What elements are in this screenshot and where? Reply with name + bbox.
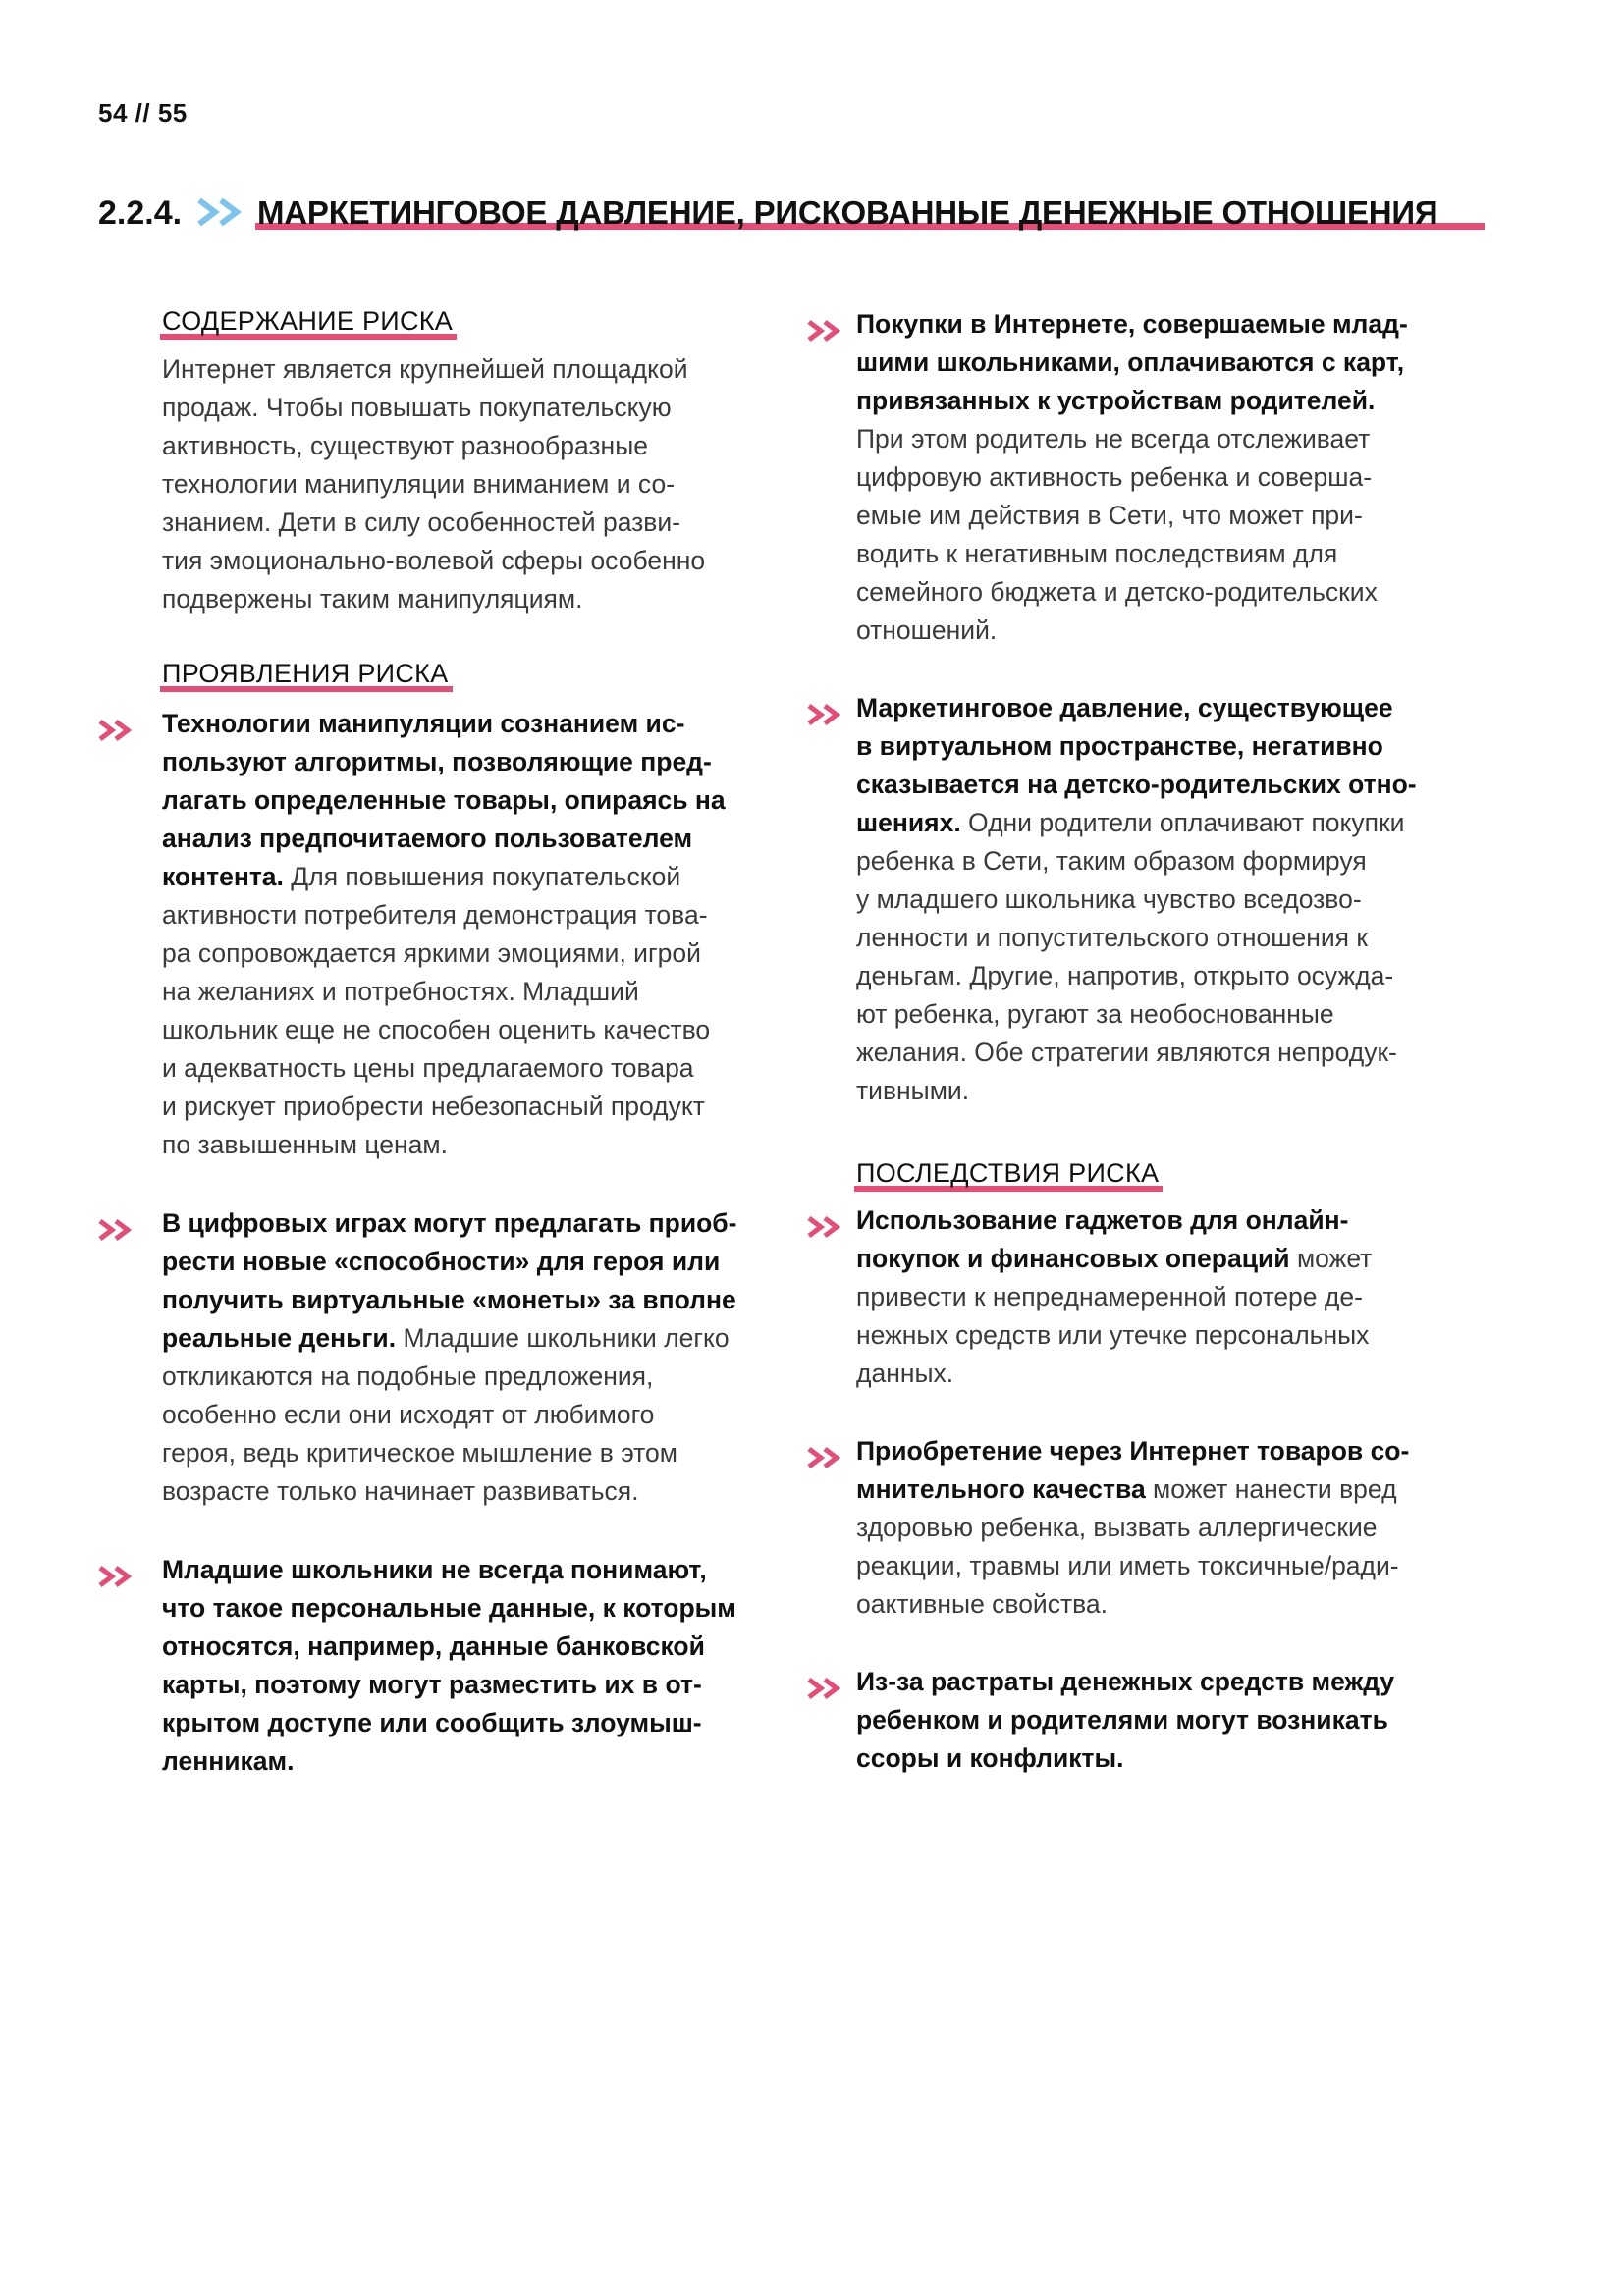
page-title: МАРКЕТИНГОВОЕ ДАВЛЕНИЕ, РИСКОВАННЫЕ ДЕНЕЖНЫЕ ОТНОШЕНИЯ [257,194,1438,231]
double-chevron-icon [807,1210,842,1249]
double-chevron-icon [807,698,842,736]
page-number: 54 // 55 [98,98,188,128]
double-chevron-icon [196,197,244,232]
double-chevron-icon [98,714,134,752]
content-heading: СОДЕРЖАНИЕ РИСКА [162,306,453,337]
section-number: 2.2.4. [98,194,183,232]
manifestations-heading: ПРОЯВЛЕНИЯ РИСКА [162,659,449,689]
double-chevron-icon [98,1213,134,1252]
consequences-heading: ПОСЛЕДСТВИЯ РИСКА [856,1158,1159,1189]
double-chevron-icon [807,1672,842,1710]
double-chevron-icon [807,314,842,352]
content-paragraph: Интернет является крупнейшей площадкой продаж. Чтобы повышать покупательскую активность, существуют разнообразные технологии манипуляции вниманием и со- знанием. Дети в силу особенностей разви- тия эмоционально-волевой сферы особенно подвержены таким манипуляциям. [162,354,706,614]
double-chevron-icon [807,1441,842,1479]
double-chevron-icon [98,1560,134,1598]
